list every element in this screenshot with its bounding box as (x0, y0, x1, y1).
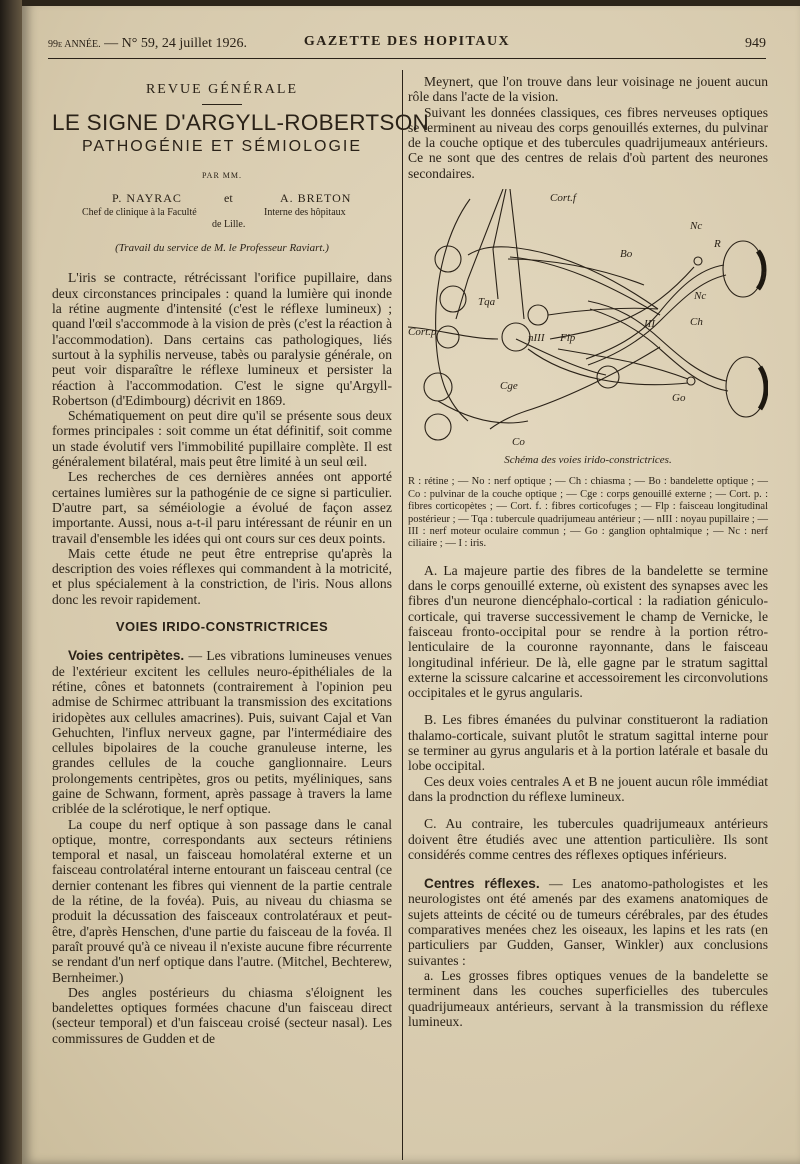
section-heading: VOIES IRIDO-CONSTRICTRICES (115, 619, 329, 635)
label-tqa: Tqa (478, 296, 496, 309)
page-top-edge (22, 0, 800, 6)
spacer (408, 551, 768, 563)
voies-paragraph: Des angles postérieurs du chiasma s'éloignent les bandelettes optiques formées chacune d'un faisceau direct (secteur temporal) et d'un faisceau croisé (secteur nasal). Les commissures de Gudden et de (52, 984, 392, 1046)
intro-paragraph: Les recherches de ces dernières années ont apporté certaines lumières sur la pathogénie de ce signe si particulier. D'autre part, sa séméiologie a évolué de façon assez importante. Aussi, nous a-t-il paru intéressant de réunir en un travail d'ensemble les idées qui ont cours sur ces deux points. (52, 469, 392, 546)
article-title: LE SIGNE D'ARGYLL-ROBERTSON (52, 110, 430, 136)
label-nc-mid: Nc (694, 290, 707, 303)
label-iii: III (644, 318, 655, 331)
label-flp: Flp (560, 332, 576, 345)
running-header (48, 34, 766, 56)
journal-name: GAZETTE DES HOPITAUX (303, 34, 511, 49)
voies-paragraph: La coupe du nerf optique à son passage dans le canal optique, montre, correspondants aux secteurs rétiniens temporal et nasal, un faisceau homolatéral externe et un faisceau controlatéral interne entourant un faisceau central (ce dernier contenant les fibres qui viennent de la partie centrale de la rétine, de la fovéa). Puis, au niveau du chiasma se produit la décussation des faisceaux controlatéraux et peut-être, d'après Henschen, d'une partie du faisceau de la fovéa. Il paraît prouvé qu'à ce niveau il n'existe aucune fibre récurrente se rendant d'un nerf optique dans l'autre. (Mitchel, Bechterew, Bernheimer.) (52, 816, 392, 985)
body-paragraph: Ces deux voies centrales A et B ne jouent aucun rôle immédiat dans la prodnction du réflexe lumineux. (408, 773, 768, 804)
paragraph-body: — Les vibrations lumineuses venues de l'extérieur excitent les cellules neuro-épithéliales de la rétine, cônes et batonnets (contrairement à l'opinion peu admise de Schirmec attribuant la transmission des excitations iridopètes aux cellules amacrines). Puis, suivant Cajal et Van Gehuchten, l'influx nerveux gagne, par l'intermédiaire des cellules bipolaires de la couche granuleuse interne, les grandes cellules de la couche ganglionnaire. Leurs prolongements centripètes, gros ou petits, myéliniques, sans gaine de Schwann, forment, après passage à travers la lame criblée de la sclérotique, le nerf optique. (52, 648, 392, 817)
book-binding (0, 0, 24, 1164)
label-cort-f: Cort.f (550, 192, 576, 205)
label-r: R (714, 238, 721, 251)
author-role-2: Interne des hôpitaux (264, 207, 346, 219)
body-paragraph: Suivant les données classiques, ces fibres nerveuses optiques se terminent au niveau des corps genouillés externes, du pulvinar de la couche optique et des tubercules quadrijumeaux antérieurs. Ce ne sont que des centres de relais d'où partent des neurones secondaires. (408, 104, 768, 181)
column-rule (402, 70, 403, 1160)
label-i: I (762, 270, 766, 283)
paragraph-body: — Les anatomo-pathologistes et les neurologistes ont été amenés par des examens anatomiques de sujets atteints de cécité ou de tumeurs cérébrales, par des études comparatives menées chez les oiseaux, les lapins et les rats (en particuliers par Gudden, Ganser, Winkler) aux conclusions suivantes : (408, 876, 768, 968)
year-label: 99e ANNÉE. (48, 39, 101, 50)
spacer (408, 804, 768, 816)
author-nayrac: P. NAYRAC (112, 191, 182, 206)
article-subtitle: PATHOGÉNIE ET SÉMIOLOGIE (81, 137, 363, 155)
centres-paragraph: a. Les grosses fibres optiques venues de la bandelette se terminent dans les couches superficielles des tubercules quadrijumeaux antérieurs, servant à la transmission du réflexe lumineux. (408, 967, 768, 1029)
centres-paragraph (408, 876, 768, 968)
right-column (408, 74, 768, 1029)
journal-page (22, 0, 800, 1164)
header-rule (48, 58, 766, 59)
label-n-iii: nIII (528, 332, 545, 345)
body-paragraph: B. Les fibres émanées du pulvinar constitueront la radiation thalamo-corticale, suivant plutôt le stratum sagittal interne pour se terminer au gyrus angularis et à la portion latérale et basale du lobe occipital. (408, 712, 768, 774)
eye-top (723, 241, 763, 297)
figure-legend: R : rétine ; — No : nerf optique ; — Ch : chiasma ; — Bo : bandelette optique ; — Co : pulvinar de la couche optique ; — Cge : corps genouillé externe ; — Cort. p. : fibres corticopètes ; — Cort. f. : fibres corticofuges ; — Flp : faisceau longitudinal postérieur ; — Tqa : tubercule quadrijumeau antérieur ; — nIII : noyau pupillaire ; — III : nerf moteur oculaire commun ; — Go : ganglion ophtalmique ; — Nc : nerf ciliaire ; — I : iris. (408, 476, 768, 550)
paragraph-lead: Voies centripètes. (68, 648, 185, 664)
paragraph-lead: Centres réflexes. (424, 876, 540, 892)
diagram-svg (408, 189, 768, 451)
page-number: 949 (745, 36, 766, 51)
issue-date: — N° 59, 24 juillet 1926. (100, 36, 247, 51)
byline-intro: PAR MM. (201, 170, 243, 180)
spacer (408, 862, 768, 876)
anatomical-diagram (408, 189, 768, 451)
spacer (408, 700, 768, 712)
figure-caption: Schéma des voies irido-constrictrices. (504, 454, 672, 467)
label-cort-p: Cort.p (408, 326, 437, 339)
label-ch: Ch (690, 316, 703, 329)
section-kicker: REVUE GÉNÉRALE (145, 82, 299, 97)
intro-paragraph: L'iris se contracte, rétrécissant l'orifice pupillaire, dans deux circonstances principales : quand la lumière qui inonde la rétine augmente d'intensité (c'est le réflexe lumineux) ; quand l'œil s'accommode à la vision de près (c'est la réaction à l'accommodation). Dans certains cas pathologiques, liés surtout à la syphilis nerveuse, tabès ou paralysie générale, on peut voir disparaître le réflexe lumineux et persister la réaction à l'accommodation. C'est le signe qu'Argyll-Robertson (d'Edimbourg) décrivit en 1869. (52, 270, 392, 408)
voies-paragraph (52, 648, 392, 816)
label-go: Go (672, 392, 686, 405)
kicker-rule (202, 104, 242, 105)
author-block (52, 191, 392, 235)
label-nc-top: Nc (690, 220, 703, 233)
author-role-1: Chef de clinique à la Faculté (82, 207, 197, 219)
label-bo: Bo (620, 248, 633, 261)
intro-paragraph: Mais cette étude ne peut être entreprise qu'après la description des voies réflexes qui commandent à la motricité, et plus spécialement à la constriction, de l'iris. Nous allons donc les revoir rapidement. (52, 545, 392, 607)
body-paragraph: Meynert, que l'on trouve dans leur voisinage ne jouent aucun rôle dans l'acte de la vision. (408, 74, 768, 105)
author-role-3: de Lille. (212, 219, 246, 231)
author-conjunction: et (224, 191, 233, 206)
intro-paragraph: Schématiquement on peut dire qu'il se présente sous deux formes principales : soit comme un état définitif, soit comme un stade évolutif vers l'immobilité pupillaire complète. Il est généralement bilatéral, mais peut être limité à un seul œil. (52, 408, 392, 470)
service-note: (Travail du service de M. le Professeur Raviart.) (115, 242, 329, 255)
body-paragraph: C. Au contraire, les tubercules quadrijumeaux antérieurs doivent être étudiés avec une attention particulière. Ils sont considérés comme centres des réflexes optiques inférieurs. (408, 816, 768, 862)
body-paragraph: A. La majeure partie des fibres de la bandelette se termine dans le corps genouillé externe, où existent des synapses avec les fibres d'un neurone diencéphalo-cortical : la radiation géniculo-corticale, qui traverse successivement le champ de Vernicke, le faisceau fronto-occipital pour se rendre à la portion rétro-lenticulaire de la couronne rayonnante, dans le faisceau longitudinal inférieur. De là, elle gagne par le stratum sagittal externe la scissure calcarine et accessoirement les circonvolutions occipitales et le gyrus angularis. (408, 562, 768, 701)
author-breton: A. BRETON (280, 191, 352, 206)
label-co: Co (512, 436, 525, 449)
label-cge: Cge (500, 380, 518, 393)
